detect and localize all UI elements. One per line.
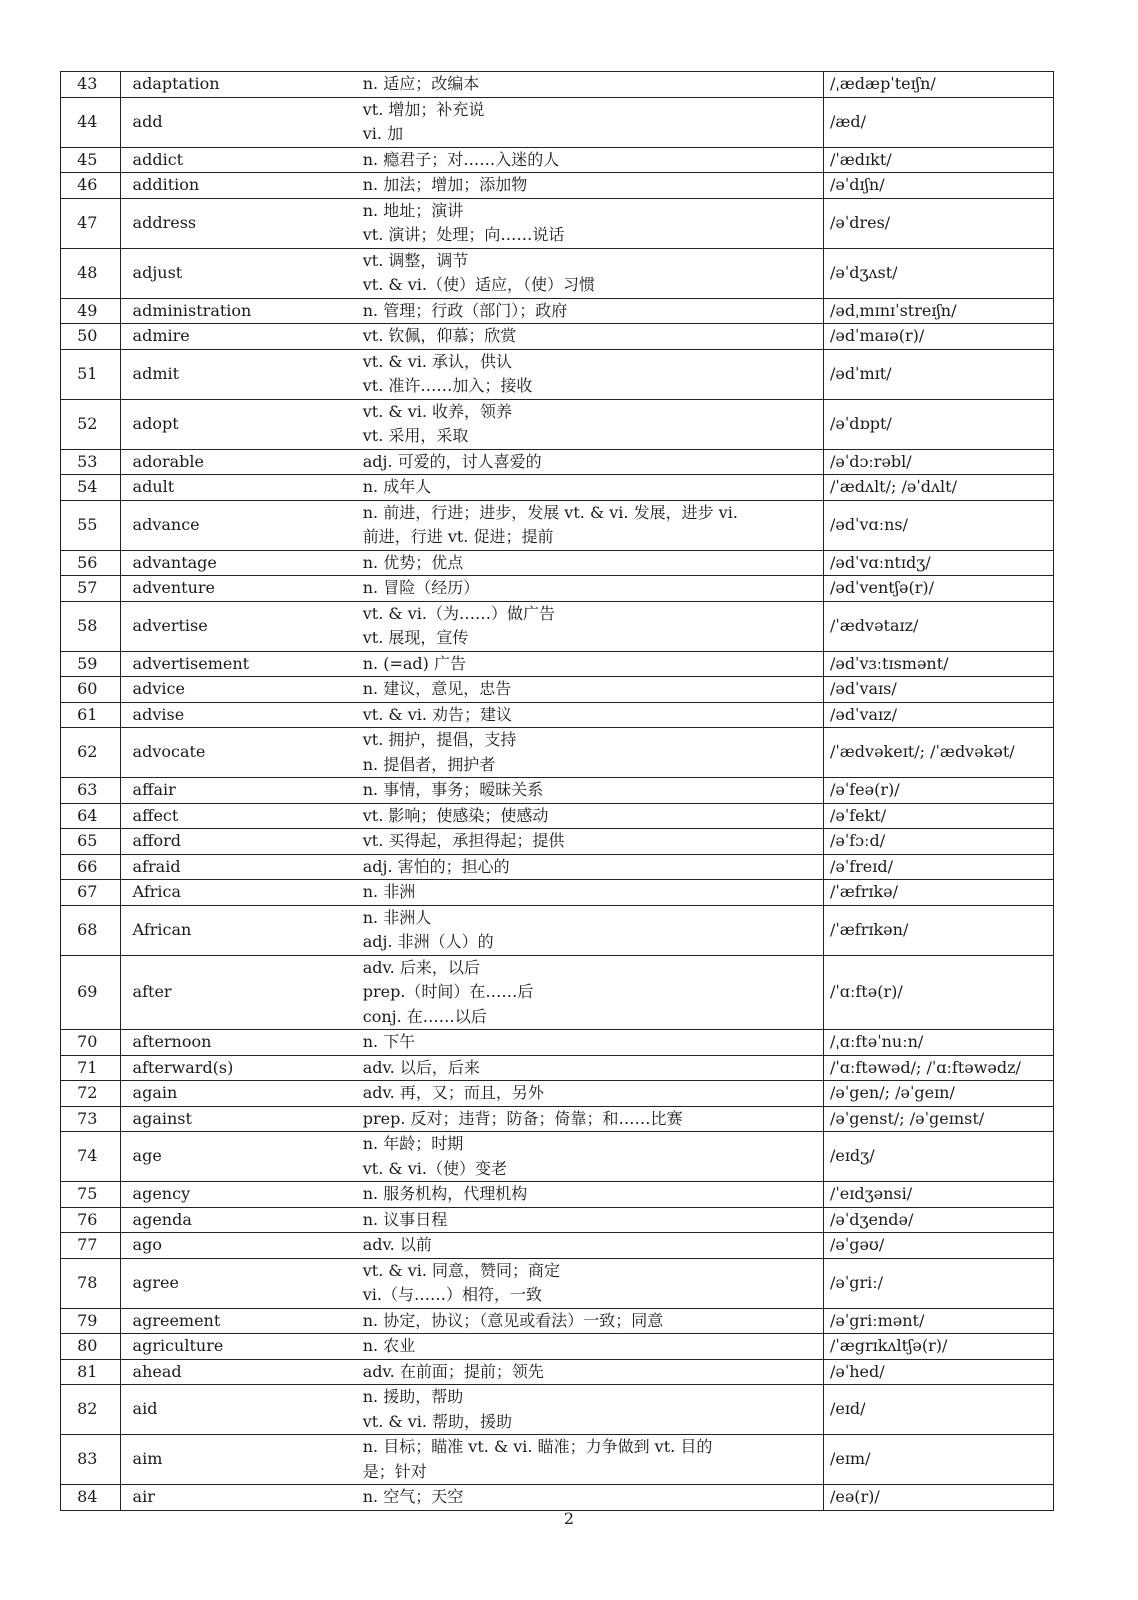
meaning-line: vt. & vi. 承认，供认 xyxy=(362,351,513,371)
meaning-line: adv. 在前面；提前；领先 xyxy=(362,1361,544,1381)
meaning-line: n. 非洲 xyxy=(362,882,416,901)
table-row xyxy=(61,1385,1054,1435)
entry-number: 76 xyxy=(61,1207,121,1233)
entry-number: 56 xyxy=(61,550,121,576)
entry-number: 62 xyxy=(61,728,121,778)
entry-word: age xyxy=(120,1132,357,1182)
entry-number: 65 xyxy=(61,829,121,855)
entry-meaning xyxy=(357,1359,824,1385)
meaning-line: n. 地址；演讲 xyxy=(362,200,464,220)
entry-number: 69 xyxy=(61,955,121,1030)
entry-pronunciation: /ədˈvaɪs/ xyxy=(823,677,1053,703)
entry-word: ago xyxy=(120,1233,357,1259)
entry-meaning xyxy=(357,1233,824,1259)
entry-number: 46 xyxy=(61,173,121,199)
entry-word: aim xyxy=(120,1435,357,1485)
entry-pronunciation: /əˈfekt/ xyxy=(823,803,1053,829)
entry-pronunciation: /əˈfɔːd/ xyxy=(823,829,1053,855)
entry-pronunciation: /əˈgriː/ xyxy=(823,1258,1053,1308)
entry-pronunciation: /əˈhed/ xyxy=(823,1359,1053,1385)
entry-meaning xyxy=(357,550,824,576)
entry-pronunciation: /ˈædʌlt/; /əˈdʌlt/ xyxy=(823,475,1053,501)
entry-pronunciation: /ˈæfrɪkə/ xyxy=(823,880,1053,906)
entry-word: afraid xyxy=(120,854,357,880)
entry-word: addict xyxy=(120,147,357,173)
entry-word: affair xyxy=(120,778,357,804)
entry-word: advice xyxy=(120,677,357,703)
entry-meaning xyxy=(357,1106,824,1132)
table-row xyxy=(61,97,1054,147)
entry-meaning xyxy=(357,173,824,199)
entry-word: Africa xyxy=(120,880,357,906)
entry-meaning xyxy=(357,1182,824,1208)
entry-meaning xyxy=(357,803,824,829)
entry-meaning xyxy=(357,728,824,778)
table-row xyxy=(61,500,1054,550)
entry-meaning xyxy=(357,349,824,399)
entry-pronunciation: /ˈɑːftə(r)/ xyxy=(823,955,1053,1030)
entry-word: admit xyxy=(120,349,357,399)
entry-meaning xyxy=(357,702,824,728)
entry-meaning xyxy=(357,1081,824,1107)
table-row xyxy=(61,702,1054,728)
entry-pronunciation: /əˈdres/ xyxy=(823,198,1053,248)
meaning-line: n. 事情，事务；暧昧关系 xyxy=(362,780,544,799)
entry-word: address xyxy=(120,198,357,248)
table-row xyxy=(61,1359,1054,1385)
entry-word: afternoon xyxy=(120,1030,357,1056)
entry-number: 80 xyxy=(61,1334,121,1360)
entry-meaning xyxy=(357,601,824,651)
entry-word: agriculture xyxy=(120,1334,357,1360)
entry-word: admire xyxy=(120,324,357,350)
entry-meaning xyxy=(357,1258,824,1308)
vocabulary-table xyxy=(60,71,1054,1511)
entry-number: 51 xyxy=(61,349,121,399)
meaning-line: vi.（与……）相符，一致 xyxy=(362,1285,542,1304)
table-row xyxy=(61,1308,1054,1334)
entry-number: 78 xyxy=(61,1258,121,1308)
entry-meaning xyxy=(357,829,824,855)
entry-meaning xyxy=(357,1132,824,1182)
entry-word: add xyxy=(120,97,357,147)
table-row xyxy=(61,1334,1054,1360)
entry-number: 50 xyxy=(61,324,121,350)
meaning-line: n. 加法；增加；添加物 xyxy=(362,175,528,194)
entry-pronunciation: /eə(r)/ xyxy=(823,1485,1053,1511)
entry-word: adopt xyxy=(120,399,357,449)
entry-word: after xyxy=(120,955,357,1030)
meaning-line: n. (=ad) 广告 xyxy=(362,653,466,673)
table-row xyxy=(61,1081,1054,1107)
entry-meaning xyxy=(357,880,824,906)
meaning-line: adv. 再，又；而且，另外 xyxy=(362,1083,544,1102)
entry-word: agree xyxy=(120,1258,357,1308)
entry-word: ahead xyxy=(120,1359,357,1385)
entry-number: 61 xyxy=(61,702,121,728)
entry-pronunciation: /ədˈmɪt/ xyxy=(823,349,1053,399)
entry-number: 45 xyxy=(61,147,121,173)
entry-number: 55 xyxy=(61,500,121,550)
meaning-line: prep.（时间）在……后 xyxy=(362,982,534,1001)
entry-number: 64 xyxy=(61,803,121,829)
entry-number: 58 xyxy=(61,601,121,651)
entry-number: 63 xyxy=(61,778,121,804)
entry-number: 71 xyxy=(61,1055,121,1081)
meaning-line: vt. 钦佩，仰慕；欣赏 xyxy=(362,326,517,345)
entry-word: adorable xyxy=(120,449,357,475)
entry-pronunciation: /ədˈvaɪz/ xyxy=(823,702,1053,728)
entry-meaning xyxy=(357,677,824,703)
entry-pronunciation: /əˈgəʊ/ xyxy=(823,1233,1053,1259)
meaning-line: vt. & vi. 收养，领养 xyxy=(362,401,513,421)
entry-word: adult xyxy=(120,475,357,501)
entry-word: afterward(s) xyxy=(120,1055,357,1081)
entry-word: air xyxy=(120,1485,357,1511)
entry-pronunciation: /əˈdʒʌst/ xyxy=(823,248,1053,298)
table-row xyxy=(61,1055,1054,1081)
meaning-line: vt. 演讲；处理；向……说话 xyxy=(362,225,565,244)
meaning-line: 前进，行进 vt. 促进；提前 xyxy=(362,527,554,546)
meaning-line: vt. & vi.（为……）做广告 xyxy=(362,603,555,623)
entry-meaning xyxy=(357,651,824,677)
entry-word: advise xyxy=(120,702,357,728)
table-row xyxy=(61,298,1054,324)
entry-pronunciation: /əˈgriːmənt/ xyxy=(823,1308,1053,1334)
meaning-line: adj. 害怕的；担心的 xyxy=(362,856,510,876)
entry-number: 79 xyxy=(61,1308,121,1334)
entry-meaning xyxy=(357,1385,824,1435)
entry-number: 60 xyxy=(61,677,121,703)
entry-pronunciation: /əˈfreɪd/ xyxy=(823,854,1053,880)
entry-number: 49 xyxy=(61,298,121,324)
table-row xyxy=(61,1485,1054,1511)
meaning-line: n. 空气；天空 xyxy=(362,1487,464,1506)
entry-number: 74 xyxy=(61,1132,121,1182)
meaning-line: n. 优势；优点 xyxy=(362,552,464,572)
entry-meaning xyxy=(357,854,824,880)
entry-pronunciation: /əˈdʒendə/ xyxy=(823,1207,1053,1233)
meaning-line: adv. 后来，以后 xyxy=(362,957,480,977)
entry-meaning xyxy=(357,298,824,324)
table-row xyxy=(61,601,1054,651)
entry-word: advertise xyxy=(120,601,357,651)
meaning-line: n. 服务机构，代理机构 xyxy=(362,1184,528,1203)
table-row xyxy=(61,576,1054,602)
meaning-line: vt. 调整，调节 xyxy=(362,250,469,270)
entry-word: agreement xyxy=(120,1308,357,1334)
entry-meaning xyxy=(357,1308,824,1334)
entry-number: 83 xyxy=(61,1435,121,1485)
entry-number: 84 xyxy=(61,1485,121,1511)
entry-number: 52 xyxy=(61,399,121,449)
entry-meaning xyxy=(357,955,824,1030)
meaning-line: n. 管理；行政（部门）；政府 xyxy=(362,300,568,320)
meaning-line: adj. 非洲（人）的 xyxy=(362,932,494,951)
entry-meaning xyxy=(357,500,824,550)
table-row xyxy=(61,1182,1054,1208)
entry-pronunciation: /ədˈvɑːntɪdʒ/ xyxy=(823,550,1053,576)
entry-word: adventure xyxy=(120,576,357,602)
entry-pronunciation: /əˈdɒpt/ xyxy=(823,399,1053,449)
entry-meaning xyxy=(357,97,824,147)
entry-word: administration xyxy=(120,298,357,324)
entry-pronunciation: /əˈgen/; /əˈgeɪn/ xyxy=(823,1081,1053,1107)
table-row xyxy=(61,677,1054,703)
entry-word: agency xyxy=(120,1182,357,1208)
entry-pronunciation: /ˈæfrɪkən/ xyxy=(823,905,1053,955)
meaning-line: adj. 可爱的，讨人喜爱的 xyxy=(362,451,542,471)
meaning-line: vi. 加 xyxy=(362,124,404,143)
meaning-line: vt. & vi.（使）适应，（使）习惯 xyxy=(362,275,595,294)
entry-pronunciation: /eɪd/ xyxy=(823,1385,1053,1435)
meaning-line: n. 冒险（经历） xyxy=(362,578,480,597)
table-row xyxy=(61,349,1054,399)
entry-meaning xyxy=(357,1207,824,1233)
meaning-line: vt. & vi.（使）变老 xyxy=(362,1158,507,1178)
entry-pronunciation: /ədˈmaɪə(r)/ xyxy=(823,324,1053,350)
meaning-line: n. 成年人 xyxy=(362,477,432,496)
entry-number: 68 xyxy=(61,905,121,955)
entry-number: 73 xyxy=(61,1106,121,1132)
entry-pronunciation: /əˈdɪʃn/ xyxy=(823,173,1053,199)
table-row xyxy=(61,173,1054,199)
meaning-line: vt. & vi. 劝告；建议 xyxy=(362,704,513,724)
entry-pronunciation: /eɪm/ xyxy=(823,1435,1053,1485)
meaning-line: vt. 买得起，承担得起；提供 xyxy=(362,831,565,850)
entry-pronunciation: /ˈɑːftəwəd/; /ˈɑːftəwədz/ xyxy=(823,1055,1053,1081)
entry-meaning xyxy=(357,1334,824,1360)
table-row xyxy=(61,1258,1054,1308)
table-row xyxy=(61,829,1054,855)
meaning-line: conj. 在……以后 xyxy=(362,1006,487,1026)
entry-word: advertisement xyxy=(120,651,357,677)
meaning-line: 是；针对 xyxy=(362,1461,427,1481)
table-row xyxy=(61,449,1054,475)
meaning-line: adv. 以后，后来 xyxy=(362,1057,480,1077)
table-row xyxy=(61,72,1054,98)
entry-number: 77 xyxy=(61,1233,121,1259)
entry-number: 59 xyxy=(61,651,121,677)
meaning-line: vt. 准许……加入；接收 xyxy=(362,376,533,395)
meaning-line: vt. 影响；使感染；使感动 xyxy=(362,805,549,825)
meaning-line: n. 议事日程 xyxy=(362,1209,448,1229)
entry-number: 66 xyxy=(61,854,121,880)
entry-word: agenda xyxy=(120,1207,357,1233)
entry-number: 72 xyxy=(61,1081,121,1107)
entry-pronunciation: /ədˌmɪnɪˈstreɪʃn/ xyxy=(823,298,1053,324)
table-row xyxy=(61,550,1054,576)
table-row xyxy=(61,475,1054,501)
entry-word: again xyxy=(120,1081,357,1107)
table-row xyxy=(61,905,1054,955)
entry-word: adaptation xyxy=(120,72,357,98)
entry-pronunciation: /əˈgenst/; /əˈgeɪnst/ xyxy=(823,1106,1053,1132)
meaning-line: n. 协定，协议；（意见或看法）一致；同意 xyxy=(362,1310,664,1330)
entry-number: 70 xyxy=(61,1030,121,1056)
entry-pronunciation: /əˈfeə(r)/ xyxy=(823,778,1053,804)
entry-meaning xyxy=(357,399,824,449)
entry-number: 81 xyxy=(61,1359,121,1385)
meaning-line: prep. 反对；违背；防备；倚靠；和……比赛 xyxy=(362,1108,683,1128)
meaning-line: n. 前进，行进；进步，发展 vt. & vi. 发展，进步 vi. xyxy=(362,502,738,522)
meaning-line: n. 年龄；时期 xyxy=(362,1134,464,1153)
entry-word: affect xyxy=(120,803,357,829)
entry-meaning xyxy=(357,1055,824,1081)
entry-pronunciation: /ˈædvətaɪz/ xyxy=(823,601,1053,651)
meaning-line: vt. 展现，宣传 xyxy=(362,628,469,647)
entry-pronunciation: /ədˈvɜːtɪsmənt/ xyxy=(823,651,1053,677)
entry-word: aid xyxy=(120,1385,357,1435)
entry-pronunciation: /əˈdɔːrəbl/ xyxy=(823,449,1053,475)
entry-pronunciation: /ˈædvəkeɪt/; /ˈædvəkət/ xyxy=(823,728,1053,778)
entry-pronunciation: /ədˈvɑːns/ xyxy=(823,500,1053,550)
entry-meaning xyxy=(357,475,824,501)
entry-number: 44 xyxy=(61,97,121,147)
entry-number: 47 xyxy=(61,198,121,248)
entry-meaning xyxy=(357,449,824,475)
entry-meaning xyxy=(357,198,824,248)
meaning-line: vt. 增加；补充说 xyxy=(362,99,485,119)
table-row xyxy=(61,1030,1054,1056)
table-row xyxy=(61,147,1054,173)
table-row xyxy=(61,728,1054,778)
table-row xyxy=(61,778,1054,804)
table-row xyxy=(61,1233,1054,1259)
entry-word: afford xyxy=(120,829,357,855)
table-row xyxy=(61,248,1054,298)
entry-number: 67 xyxy=(61,880,121,906)
entry-meaning xyxy=(357,147,824,173)
entry-meaning xyxy=(357,72,824,98)
entry-pronunciation: /ˈædɪkt/ xyxy=(823,147,1053,173)
entry-number: 75 xyxy=(61,1182,121,1208)
meaning-line: vt. 采用，采取 xyxy=(362,426,469,445)
meaning-line: n. 提倡者，拥护者 xyxy=(362,754,496,774)
meaning-line: vt. 拥护，提倡，支持 xyxy=(362,730,517,749)
table-row xyxy=(61,803,1054,829)
table-row xyxy=(61,854,1054,880)
vocabulary-table-body xyxy=(61,72,1054,1511)
entry-word: adjust xyxy=(120,248,357,298)
meaning-line: vt. & vi. 帮助，援助 xyxy=(362,1411,513,1431)
entry-pronunciation: /eɪdʒ/ xyxy=(823,1132,1053,1182)
entry-pronunciation: /ˈægrɪkʌltʃə(r)/ xyxy=(823,1334,1053,1360)
entry-pronunciation: /ˈeɪdʒənsi/ xyxy=(823,1182,1053,1208)
entry-pronunciation: /ˌædæpˈteɪʃn/ xyxy=(823,72,1053,98)
table-row xyxy=(61,955,1054,1030)
entry-word: advantage xyxy=(120,550,357,576)
meaning-line: adv. 以前 xyxy=(362,1235,432,1254)
entry-meaning xyxy=(357,778,824,804)
entry-pronunciation: /ədˈventʃə(r)/ xyxy=(823,576,1053,602)
table-row xyxy=(61,1106,1054,1132)
entry-number: 82 xyxy=(61,1385,121,1435)
table-row xyxy=(61,198,1054,248)
entry-word: addition xyxy=(120,173,357,199)
meaning-line: n. 农业 xyxy=(362,1336,416,1355)
meaning-line: n. 下午 xyxy=(362,1032,416,1051)
entry-number: 48 xyxy=(61,248,121,298)
entry-number: 57 xyxy=(61,576,121,602)
entry-word: advance xyxy=(120,500,357,550)
table-row xyxy=(61,1132,1054,1182)
entry-meaning xyxy=(357,1030,824,1056)
table-row xyxy=(61,1207,1054,1233)
page-number: 2 xyxy=(563,1509,575,1528)
entry-meaning xyxy=(357,1435,824,1485)
meaning-line: n. 援助，帮助 xyxy=(362,1387,464,1406)
meaning-line: n. 目标；瞄准 vt. & vi. 瞄准；力争做到 vt. 目的 xyxy=(362,1437,713,1456)
entry-meaning xyxy=(357,324,824,350)
table-row xyxy=(61,324,1054,350)
entry-number: 43 xyxy=(61,72,121,98)
entry-meaning xyxy=(357,1485,824,1511)
meaning-line: n. 建议，意见，忠告 xyxy=(362,679,512,698)
meaning-line: n. 非洲人 xyxy=(362,907,432,927)
meaning-line: n. 适应；改编本 xyxy=(362,74,480,93)
entry-number: 53 xyxy=(61,449,121,475)
entry-meaning xyxy=(357,576,824,602)
table-row xyxy=(61,651,1054,677)
meaning-line: n. 瘾君子；对……入迷的人 xyxy=(362,149,560,169)
meaning-line: vt. & vi. 同意，赞同；商定 xyxy=(362,1260,561,1280)
entry-word: against xyxy=(120,1106,357,1132)
entry-meaning xyxy=(357,905,824,955)
entry-word: advocate xyxy=(120,728,357,778)
table-row xyxy=(61,399,1054,449)
entry-pronunciation: /æd/ xyxy=(823,97,1053,147)
entry-number: 54 xyxy=(61,475,121,501)
entry-word: African xyxy=(120,905,357,955)
table-row xyxy=(61,880,1054,906)
table-row xyxy=(61,1435,1054,1485)
entry-pronunciation: /ˌɑːftəˈnuːn/ xyxy=(823,1030,1053,1056)
entry-meaning xyxy=(357,248,824,298)
